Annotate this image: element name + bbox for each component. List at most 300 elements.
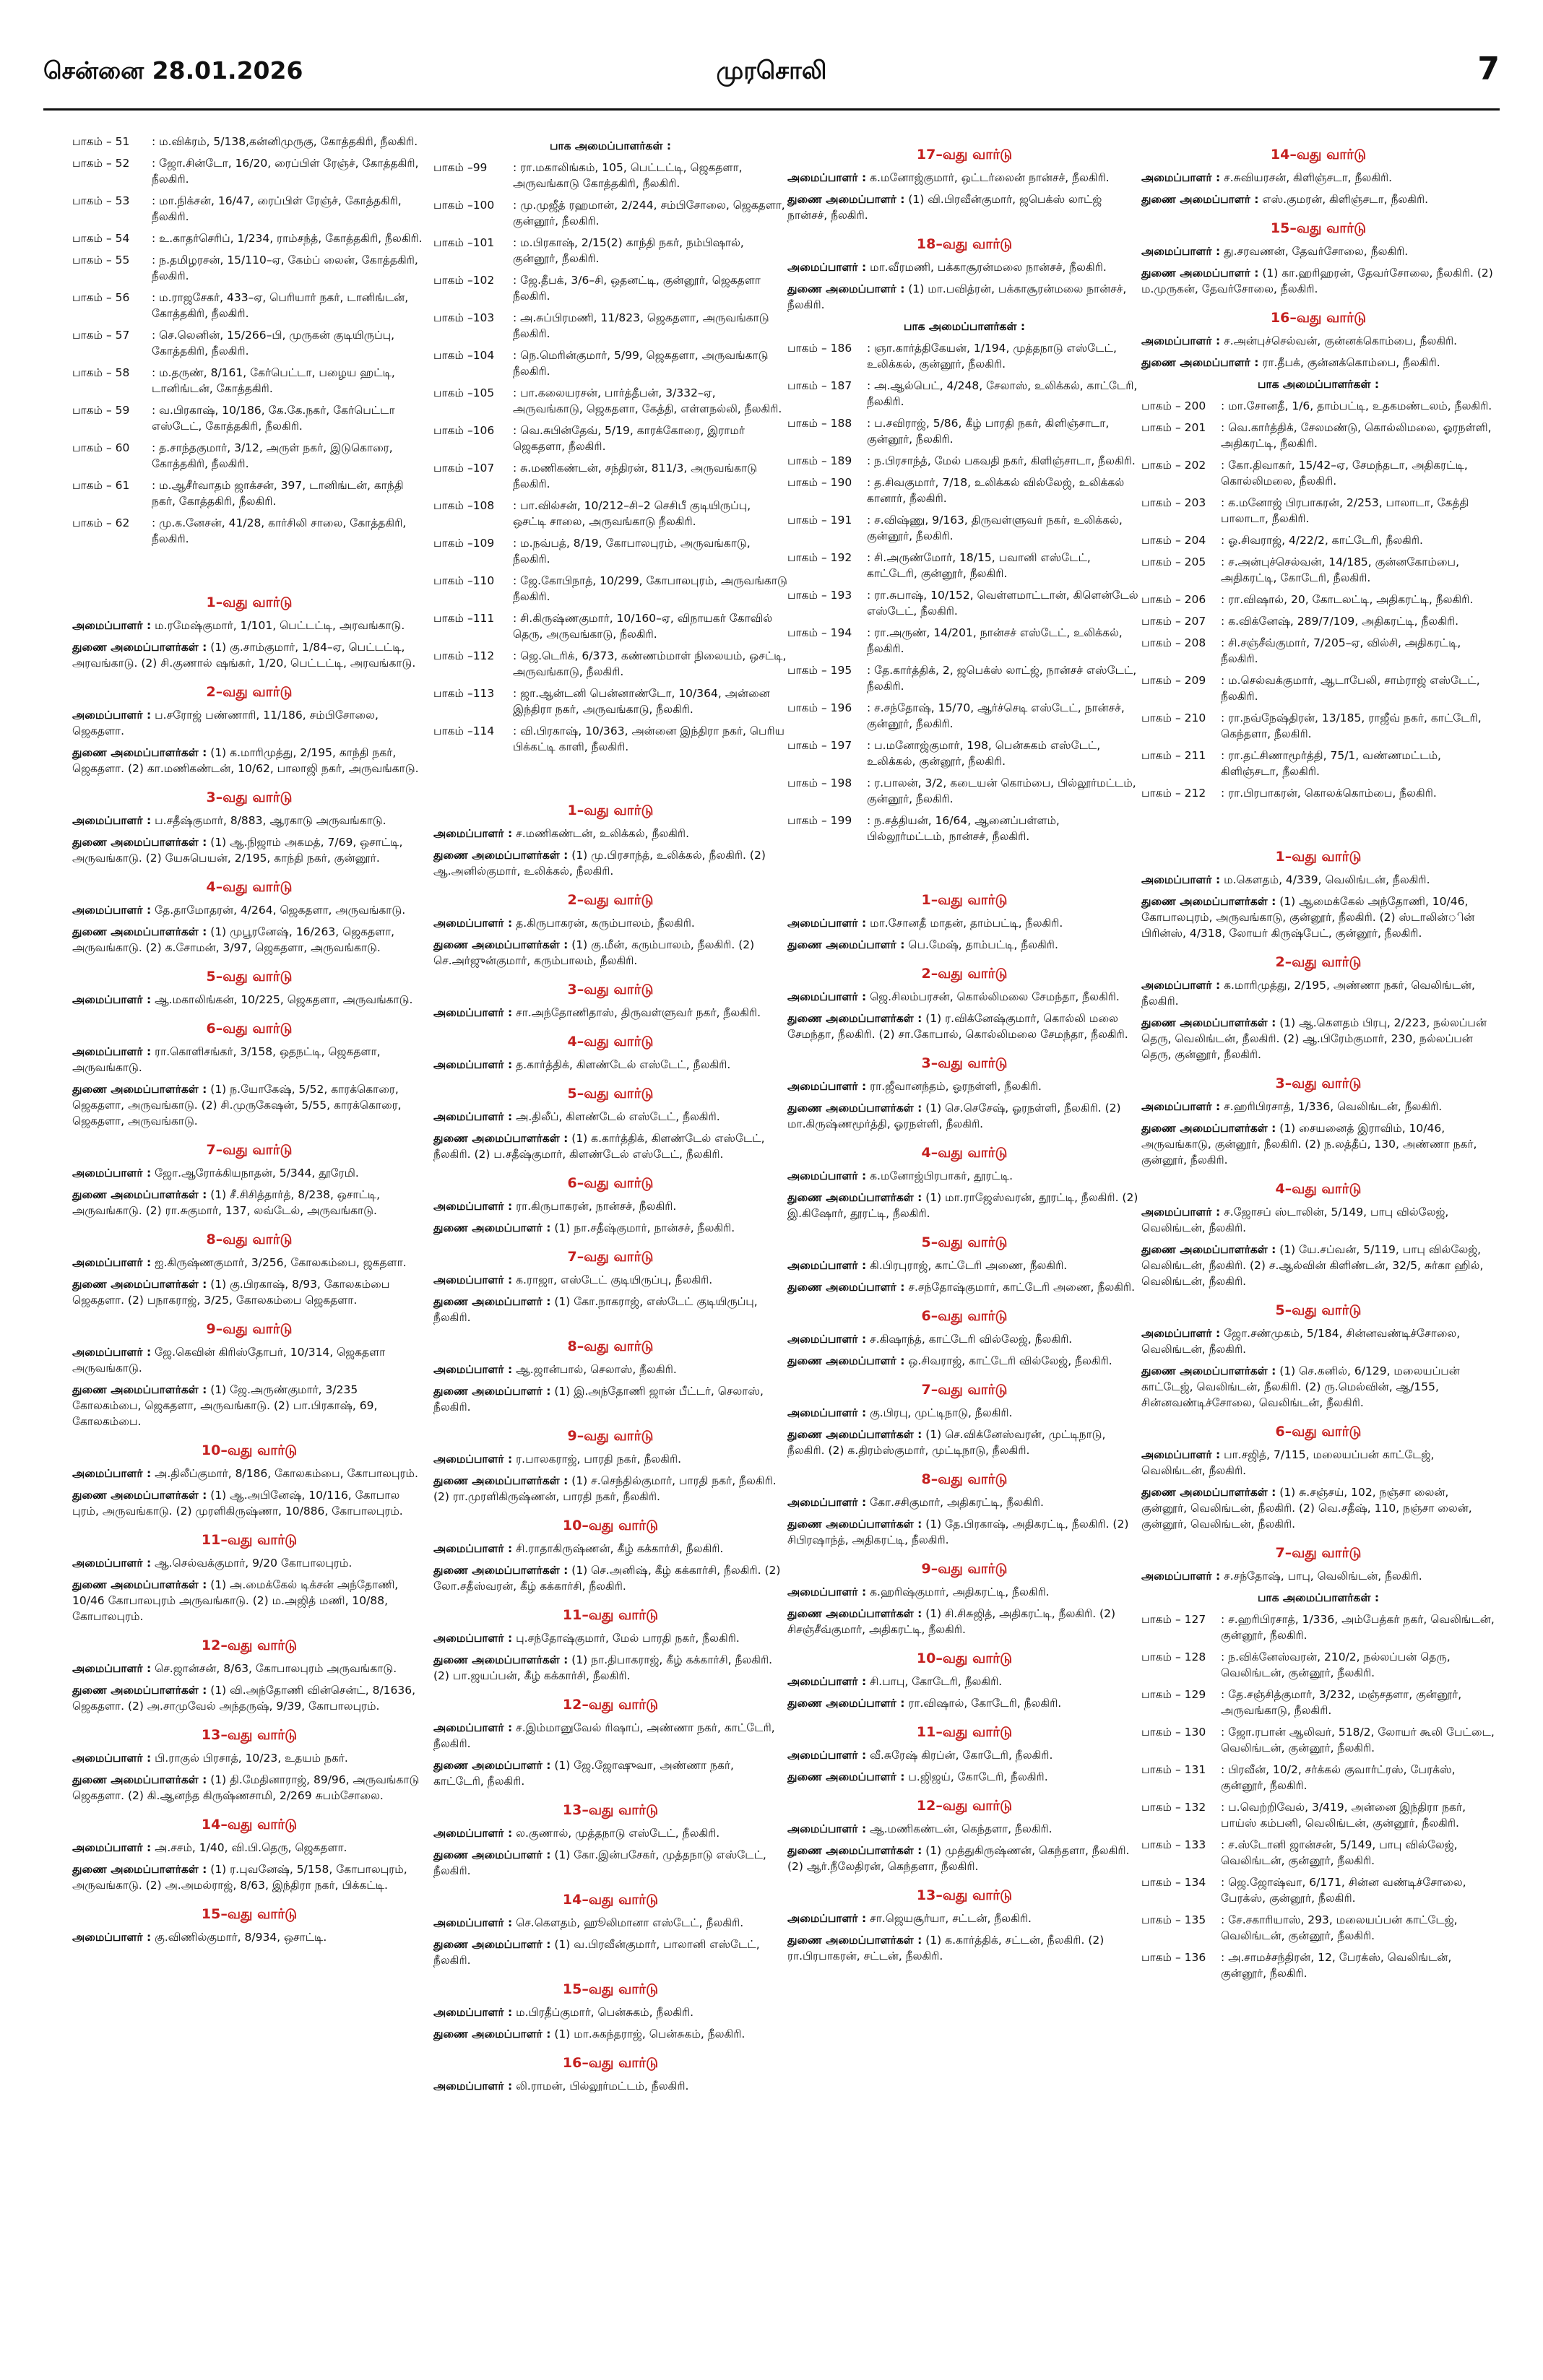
- deputy-label: துணை அமைப்பாளர்கள் :: [72, 1863, 207, 1876]
- booth-row: [433, 685, 787, 717]
- organizer-name: ம.கௌதம், 4/339, வெலிங்டன், நீலகிரி.: [1220, 873, 1430, 886]
- organizer-name: ச.ஹரிபிரசாத், 1/336, வெலிங்டன், நீலகிரி.: [1220, 1100, 1443, 1113]
- booth-detail: : மா.சோனதீ, 1/6, தாம்பட்டி, உதகமண்டலம், நீலகிரி.: [1221, 399, 1492, 412]
- booth-number: பாகம் –111: [433, 612, 495, 625]
- organizer-label: அமைப்பாளர் :: [1141, 1570, 1221, 1583]
- organizer-name: ஆ.மகாலிங்கன், 10/225, ஜெகதளா, அருவங்காடு.: [151, 993, 413, 1006]
- organizer-label: அமைப்பாளர் :: [72, 1841, 152, 1854]
- booth-detail: : ரா.சுபாஷ், 10/152, வெள்ளமாட்டான், கிளென்டேல் எஸ்டேட், நீலகிரி.: [867, 589, 1138, 618]
- organizer-label: அமைப்பாளர் :: [433, 1363, 513, 1376]
- booth-row: [787, 475, 1141, 506]
- deputy-entry: [1141, 265, 1495, 297]
- organizer-entry: [433, 1915, 787, 1931]
- section-gap: [787, 850, 1141, 879]
- booth-number: பாகம் – 58: [72, 366, 130, 379]
- organizer-label: அமைப்பாளர் :: [433, 1632, 513, 1645]
- organizer-entry: [72, 1661, 426, 1676]
- organizer-entry: [787, 1911, 1141, 1926]
- deputy-label: துணை அமைப்பாளர்கள் :: [72, 1578, 207, 1591]
- ward-heading: 17–வது வார்டு: [916, 147, 1013, 163]
- booth-detail: : தே.கார்த்திக், 2, ஜபெக்ஸ் லாட்ஜ், நான்சச் எஸ்டேட், நீலகிரி.: [867, 664, 1137, 693]
- ward-heading: 10–வது வார்டு: [916, 1650, 1013, 1666]
- deputy-label: துணை அமைப்பாளர் :: [787, 1354, 905, 1367]
- organizer-label: அமைப்பாளர் :: [72, 814, 152, 827]
- organizer-name: ப.சரோஜ் பண்ணாரி, 11/186, சம்பிசோலை, ஜெகதளா.: [72, 709, 379, 737]
- booth-detail: : ரா.மகாலிங்கம், 105, பெட்டட்டி, ஜெகதளா, அருவங்காடு கோத்தகிரி, நீலகிரி.: [513, 161, 743, 190]
- booth-detail: : ர.பாலன், 3/2, கடையன் கொம்பை, பில்லூர்மட்டம், குன்னூர், நீலகிரி.: [867, 776, 1136, 805]
- booth-row: [1141, 1837, 1495, 1869]
- booth-row: [787, 587, 1141, 619]
- organizer-name: பா.சஜித், 7/115, மலையப்பன் காட்டேஜ், வெலிங்டன், நீலகிரி.: [1141, 1448, 1435, 1477]
- deputy-entry: [787, 1190, 1141, 1221]
- booth-number: பாகம் – 127: [1141, 1613, 1206, 1626]
- booth-number: பாகம் – 189: [787, 454, 852, 467]
- organizer-label: அமைப்பாளர் :: [787, 1333, 867, 1346]
- booth-number: பாகம் –109: [433, 537, 495, 550]
- booth-detail: : ச.ஹரிபிரசாத், 1/336, அம்பேத்கர் நகர், வெலிங்டன், குன்னூர், நீலகிரி.: [1221, 1613, 1495, 1642]
- organizer-name: ச.அன்புச்செல்வன், குன்னக்கொம்பை, நீலகிரி.: [1220, 334, 1458, 347]
- organizer-label: அமைப்பாளர் :: [72, 1045, 152, 1058]
- deputy-entry: [787, 1279, 1141, 1295]
- organizer-entry: [72, 1255, 426, 1271]
- booth-detail: : வெ.சுபின்தேவ், 5/19, காரக்கோரை, இராமர் ஜெகதளா, நீலகிரி.: [513, 424, 745, 453]
- ward-heading: 16–வது வார்டு: [1270, 310, 1367, 326]
- ward-heading: 5–வது வார்டு: [206, 969, 293, 985]
- booth-number: பாகம் – 60: [72, 441, 130, 454]
- booth-row: [787, 662, 1141, 694]
- booth-row: [787, 378, 1141, 410]
- organizer-entry: [72, 992, 426, 1008]
- booth-row: [787, 512, 1141, 544]
- ward-heading: 15–வது வார்டு: [201, 1906, 298, 1922]
- booth-row: [433, 272, 787, 304]
- organizer-entry: [72, 1165, 426, 1181]
- booth-number: பாகம் – 129: [1141, 1688, 1206, 1701]
- ward-heading: 3–வது வார்டு: [206, 789, 293, 805]
- organizer-name: ஆ.மணிகண்டன், கெந்தளா, நீலகிரி.: [866, 1822, 1053, 1835]
- deputy-label: துணை அமைப்பாளர் :: [787, 1770, 905, 1783]
- organizer-label: அமைப்பாளர் :: [787, 917, 867, 930]
- deputy-names: (1) முத்துகிருஷ்ணன், கெந்தளா, நீலகிரி. (2) ஆர்.நீலேதிரன், கெந்தளா, நீலகிரி.: [787, 1844, 1130, 1873]
- booth-number: பாகம் – 193: [787, 589, 852, 602]
- booth-detail: : சி.கிருஷ்ணகுமார், 10/160–ஏ, விநாயகர் கோவில் தெரு, அருவங்காடு, நீலகிரி.: [513, 612, 773, 641]
- booth-number: பாகம் – 203: [1141, 496, 1206, 509]
- booth-number: பாகம் – 51: [72, 135, 130, 148]
- booth-row: [787, 415, 1141, 447]
- ward-heading: 14–வது வார்டு: [201, 1817, 298, 1832]
- organizer-label: அமைப்பாளர் :: [1141, 245, 1221, 258]
- booth-detail: : பா.கலையரசன், பார்த்தீபன், 3/332–ஏ, அருவங்காடு, ஜெகதளா, கேத்தி, எள்ளநல்லி, நீலகிரி.: [513, 386, 782, 415]
- booth-detail: : ஜா.ஆன்டனி பென்னாண்டோ, 10/364, அன்னை இந்திரா நகர், அருவங்காடு, நீலகிரி.: [513, 687, 770, 716]
- booth-detail: : பா.வில்சன், 10/212–சி–2 செசிபீ குடியிருப்பு, ஒசட்டி சாலை, அருவங்காடு நீலகிரி.: [513, 499, 751, 528]
- booth-detail: : ரா.விஷால், 20, கோடலட்டி, அதிகரட்டி, நீலகிரி.: [1221, 593, 1474, 606]
- organizer-entry: [433, 915, 787, 931]
- organizer-label: அமைப்பாளர் :: [72, 619, 152, 632]
- booth-number: பாகம் – 191: [787, 514, 852, 527]
- ward-heading: 4–வது வார்டு: [567, 1034, 654, 1050]
- ward-heading: 18–வது வார்டு: [916, 236, 1013, 252]
- organizer-label: அமைப்பாளர் :: [787, 1585, 867, 1598]
- booth-row: [787, 625, 1141, 657]
- deputy-names: (1) ஆ.அபினேஷ், 10/116, கோபால புரம், அருவங்காடு. (2) முரளிகிருஷ்ணா, 10/886, கோபாலபுரம்.: [72, 1489, 403, 1518]
- ward-heading: 13–வது வார்டு: [916, 1887, 1013, 1903]
- booth-number: பாகம் –107: [433, 462, 495, 475]
- organizer-label: அமைப்பாளர் :: [433, 2006, 513, 2019]
- deputy-label: துணை அமைப்பாளர்கள் :: [787, 1607, 922, 1620]
- booth-detail: : மு.க.னேசன், 41/28, கார்சிலி சாலை, கோத்தகிரி, நீலகிரி.: [152, 516, 407, 545]
- deputy-names: (1) செ.விக்னேஸ்வரன், முட்டிநாடு, நீலகிரி. (2) க.திரம்ஸ்குமார், முட்டிநாடு, நீலகிரி.: [787, 1428, 1106, 1457]
- organizer-label: அமைப்பாளர் :: [72, 1931, 152, 1944]
- booth-row: [1141, 1762, 1495, 1793]
- booth-number: பாகம் – 188: [787, 417, 852, 430]
- booth-number: பாகம் –106: [433, 424, 495, 437]
- organizer-name: சி.பாபு, கோடேரி, நீலகிரி.: [866, 1675, 1003, 1688]
- deputy-entry: [433, 937, 787, 969]
- organizer-label: அமைப்பாளர் :: [1141, 171, 1221, 184]
- ward-heading: 2–வது வார்டு: [567, 892, 654, 908]
- deputy-label: துணை அமைப்பாளர்கள் :: [1141, 1364, 1276, 1377]
- organizer-name: செ.கௌதம், ஹூலிமானா எஸ்டேட், நீலகிரி.: [512, 1916, 744, 1929]
- deputy-names: (1) சீ.சிசித்தார்த், 8/238, ஒசாட்டி, அருவங்காடு. (2) ரா.சுகுமார், 137, லவ்டேல், அருவங்காடு.: [72, 1188, 381, 1217]
- organizer-label: அமைப்பாளர் :: [787, 261, 867, 274]
- booth-detail: : ரா.அருண், 14/201, நான்சச் எஸ்டேட், உலிக்கல், நீலகிரி.: [867, 626, 1123, 655]
- deputy-label: துணை அமைப்பாளர் :: [787, 193, 905, 206]
- booth-detail: : வெ.கார்த்திக், சேலமண்டு, கொல்லிமலை, ஓரநள்ளி, அதிகரட்டி, நீலகிரி.: [1221, 421, 1492, 450]
- organizer-label: அமைப்பாளர் :: [433, 1273, 513, 1286]
- page-number: 7: [1477, 51, 1500, 87]
- booth-row: [433, 648, 787, 680]
- booth-detail: : ஜே.தீபக், 3/6–சி, ஒதனட்டி, குன்னூர், ஜெகதளா நீலகிரி.: [513, 274, 761, 303]
- organizer-entry: [72, 618, 426, 633]
- deputy-label: துணை அமைப்பாளர் :: [787, 1281, 905, 1294]
- deputy-label: துணை அமைப்பாளர்கள் :: [433, 1653, 569, 1666]
- booth-detail: : தே.சஞ்சித்குமார், 3/232, மஞ்சதளா, குன்னூர், அருவங்காடு, நீலகிரி.: [1221, 1688, 1462, 1717]
- organizer-entry: [1141, 977, 1495, 1009]
- deputy-names: (1) கோ.இன்பசேகர், முத்தநாடு எஸ்டேட், நீலகிரி.: [433, 1848, 766, 1877]
- booth-number: பாகம் – 190: [787, 476, 852, 489]
- ward-heading: 15–வது வார்டு: [562, 1981, 659, 1997]
- booth-number: பாகம் –112: [433, 649, 495, 662]
- deputy-entry: [433, 1757, 787, 1789]
- organizer-entry: [433, 1720, 787, 1752]
- organizer-label: அமைப்பாளர் :: [787, 990, 867, 1003]
- booth-detail: : ஜே.கோபிநாத், 10/299, கோபாலபுரம், அருவங்காடு நீலகிரி.: [513, 574, 787, 603]
- deputy-label: துணை அமைப்பாளர்கள் :: [787, 1518, 922, 1531]
- booth-row: [1141, 785, 1495, 801]
- deputy-entry: [433, 1383, 787, 1415]
- ward-heading: 1–வது வார்டு: [921, 892, 1008, 908]
- ward-heading: 11–வது வார்டு: [201, 1532, 298, 1548]
- deputy-names: (1) வி.அந்தோணி வின்சென்ட், 8/1636, ஜெகதளா. (2) அ.சாமுவேல் அந்தருஷ், 9/39, கோபாலபுரம்.: [72, 1684, 416, 1713]
- booth-number: பாகம் – 136: [1141, 1951, 1206, 1964]
- booth-row: [433, 723, 787, 755]
- deputy-entry: [787, 1353, 1141, 1369]
- column-2: [433, 134, 787, 2100]
- booth-row: [1141, 1724, 1495, 1756]
- booth-detail: : த.சிவகுமார், 7/18, உலிக்கல் வில்லேஜ், உலிக்கல் கானார், நீலகிரி.: [867, 476, 1125, 505]
- deputy-entry: [72, 1187, 426, 1219]
- deputy-label: துணை அமைப்பாளர்கள் :: [1141, 1243, 1276, 1256]
- organizer-entry: [1141, 1325, 1495, 1357]
- deputy-entry: [787, 281, 1141, 313]
- organizer-label: அமைப்பாளர் :: [72, 1662, 152, 1675]
- organizer-label: அமைப்பாளர் :: [787, 1406, 867, 1419]
- ward-heading: 6–வது வார்டு: [1275, 1424, 1362, 1440]
- deputy-entry: [72, 745, 426, 776]
- organizer-label: அமைப்பாளர் :: [787, 1169, 867, 1182]
- organizer-entry: [787, 1494, 1141, 1510]
- booth-number: பாகம் – 206: [1141, 593, 1206, 606]
- ward-heading: 7–வது வார்டு: [1275, 1545, 1362, 1561]
- deputy-label: துணை அமைப்பாளர் :: [1141, 193, 1259, 206]
- booth-number: பாகம் – 56: [72, 291, 130, 304]
- deputy-names: (1) மா.சுகந்தராஜ், பென்சுகம், நீலகிரி.: [550, 2028, 745, 2041]
- deputy-entry: [1141, 1242, 1495, 1289]
- booth-row: [433, 460, 787, 492]
- deputy-names: (1) ர.புவனேஷ், 5/158, கோபாலபுரம், அருவங்காடு. (2) அ.அமல்ராஜ், 8/63, இந்திரா நகர், பிக்கட்டி.: [72, 1863, 407, 1892]
- organizer-label: அமைப்பாளர் :: [72, 1167, 152, 1180]
- deputy-names: (1) மா.பவித்ரன், பக்காசூரன்மலை நான்சச், நீலகிரி.: [787, 282, 1127, 311]
- booth-row: [72, 327, 426, 359]
- organizer-entry: [1141, 1099, 1495, 1115]
- organizer-name: பு.சந்தோஷ்குமார், மேல் பாரதி நகர், நீலகிரி.: [512, 1632, 740, 1645]
- deputy-names: (1) சையனைத் இராவிம், 10/46, அருவங்காடு, குன்னூர், நீலகிரி. (2) ந.லத்தீப், 130, அண்ணா நகர், குன்னூர், நீலகிரி.: [1141, 1122, 1477, 1167]
- deputy-entry: [72, 1081, 426, 1129]
- ward-heading: 14–வது வார்டு: [1270, 147, 1367, 163]
- ward-heading: 1–வது வார்டு: [1275, 849, 1362, 865]
- booth-number: பாகம் –110: [433, 574, 495, 587]
- ward-heading: 2–வது வார்டு: [1275, 954, 1362, 970]
- organizer-entry: [1141, 1447, 1495, 1479]
- booth-number: பாகம் – 202: [1141, 459, 1206, 472]
- deputy-entry: [1141, 1120, 1495, 1168]
- booth-row: [72, 290, 426, 321]
- ward-heading: 5–வது வார்டு: [921, 1234, 1008, 1250]
- deputy-names: (1) முபூரனேஷ், 16/263, ஜெகதளா, அருவங்காடு. (2) க.சோமன், 3/97, ஜெகதளா, அருவங்காடு.: [72, 925, 395, 954]
- organizer-name: மா.சோனதீ மாதன், தாம்பட்டி, நீலகிரி.: [866, 917, 1063, 930]
- organizer-entry: [72, 1555, 426, 1571]
- deputy-entry: [787, 1100, 1141, 1132]
- booth-row: [1141, 748, 1495, 779]
- deputy-label: துணை அமைப்பாளர்கள் :: [787, 1012, 922, 1025]
- organizer-name: சா.அந்தோணிதாஸ், திருவள்ளுவர் நகர், நீலகிரி.: [512, 1006, 761, 1019]
- booth-number: பாகம் –100: [433, 199, 495, 212]
- organizer-entry: [72, 707, 426, 739]
- deputy-label: துணை அமைப்பாளர் :: [433, 1938, 551, 1951]
- organizer-entry: [787, 915, 1141, 931]
- deputy-entry: [787, 1932, 1141, 1964]
- booth-row: [72, 193, 426, 225]
- booth-number: பாகம் – 196: [787, 701, 852, 714]
- booth-row: [1141, 1799, 1495, 1831]
- organizer-entry: [433, 1057, 787, 1073]
- organizer-name: ல.குணால், முத்தநாடு எஸ்டேட், நீலகிரி.: [512, 1827, 720, 1840]
- organizer-name: ச.மணிகண்டன், உலிக்கல், நீலகிரி.: [512, 827, 690, 840]
- booth-detail: : செ.லெனின், 15/266–பி, முருகன் குடியிருப்பு, கோத்தகிரி, நீலகிரி.: [152, 329, 395, 358]
- column-4: [1141, 134, 1495, 1987]
- deputy-entry: [787, 1695, 1141, 1711]
- deputy-label: துணை அமைப்பாளர்கள் :: [787, 1844, 922, 1857]
- booth-number: பாகம் –103: [433, 311, 495, 324]
- organizer-entry: [433, 1362, 787, 1377]
- booth-detail: : ச.அன்புச்செல்வன், 14/185, குன்னகோம்பை, அதிகரட்டி, கோடேரி, நீலகிரி.: [1221, 555, 1460, 584]
- booth-row: [72, 365, 426, 397]
- booth-number: பாகம் – 62: [72, 516, 130, 529]
- organizer-entry: [433, 1541, 787, 1557]
- deputy-label: துணை அமைப்பாளர்கள் :: [433, 1474, 569, 1487]
- booth-number: பாகம் – 54: [72, 232, 130, 245]
- booth-detail: : த.சாந்தகுமார், 3/12, அருள் நகர், இடுகொரை, கோத்தகிரி, நீலகிரி.: [152, 441, 393, 470]
- booth-detail: : ச.சந்தோஷ், 15/70, ஆர்ச்செடி எஸ்டேட், நான்சச், குன்னூர், நீலகிரி.: [867, 701, 1125, 730]
- deputy-names: (1) கு.மீன், கரும்பாலம், நீலகிரி. (2) செ.அர்ஜுன்குமார், கரும்பாலம், நீலகிரி.: [433, 938, 755, 967]
- booth-detail: : சி.சஞ்சீவ்குமார், 7/205–ஏ, வில்சி, அதிகரட்டி, நீலகிரி.: [1221, 636, 1461, 665]
- organizer-label: அமைப்பாளர் :: [433, 1006, 513, 1019]
- organizer-label: அமைப்பாளர் :: [433, 2080, 513, 2093]
- deputy-entry: [72, 1487, 426, 1519]
- booth-row: [1141, 635, 1495, 667]
- deputy-names: (1) வ.பிரவீன்குமார், பாலானி எஸ்டேட், நீலகிரி.: [433, 1938, 760, 1967]
- booth-organizers-heading: பாக அமைப்பாளர்கள் :: [903, 320, 1026, 333]
- organizer-name: ச.சுவியரசன், கிளிஞ்சடா, நீலகிரி.: [1220, 171, 1393, 184]
- deputy-names: (1) செ.செசேஷ், ஓரநள்ளி, நீலகிரி. (2) மா.கிருஷ்ணமூர்த்தி, ஓரநள்ளி, நீலகிரி.: [787, 1102, 1121, 1130]
- booth-detail: : ந.தமிழரசன், 15/110–ஏ, கேம்ப் லைன், கோத்தகிரி, நீலகிரி.: [152, 254, 418, 282]
- organizer-entry: [787, 170, 1141, 186]
- ward-heading: 5–வது வார்டு: [1275, 1302, 1362, 1318]
- booth-detail: : ம.செல்வக்குமார், ஆடாபேலி, சாம்ராஜ் எஸ்டேட், நீலகிரி.: [1221, 674, 1480, 703]
- deputy-names: (1) ச.செந்தில்குமார், பாரதி நகர், நீலகிரி. (2) ரா.முரளிகிருஷ்ணன், பாரதி நகர், நீலகிரி.: [433, 1474, 777, 1503]
- organizer-name: ம.பிரதீப்குமார், பென்சுகம், நீலகிரி.: [512, 2006, 694, 2019]
- booth-detail: : அ.சுப்பிரமணி, 11/823, ஜெகதளா, அருவங்காடு நீலகிரி.: [513, 311, 769, 340]
- organizer-entry: [787, 1405, 1141, 1421]
- deputy-label: துணை அமைப்பாளர் :: [1141, 356, 1259, 369]
- booth-row: [72, 440, 426, 472]
- deputy-label: துணை அமைப்பாளர்கள் :: [433, 1132, 569, 1145]
- organizer-label: அமைப்பாளர் :: [787, 171, 867, 184]
- header-rule: [43, 108, 1500, 111]
- deputy-names: (1) ஆமைக்கேல் அந்தோணி, 10/46, கோபாலபுரம், அருவங்காடு, குன்னூர், நீலகிரி. (2) ஸ்டாலின்ின் பிரின்ஸ், 4/318, லோயர் கிருஷ்பேட், குன்னூர், நீலகிரி.: [1141, 895, 1475, 940]
- organizer-name: வீ.சுரேஷ் கிரப்ன், கோடேரி, நீலகிரி.: [866, 1749, 1053, 1762]
- booth-row: [787, 700, 1141, 732]
- booth-detail: : ம.நவ்பத், 8/19, கோபாலபுரம், அருவங்காடு, நீலகிரி.: [513, 537, 751, 566]
- booth-row: [433, 197, 787, 229]
- organizer-label: அமைப்பாளர் :: [433, 917, 513, 930]
- organizer-name: ஜோ.சண்முகம், 5/184, சின்னவண்டிச்சோலை, வெலிங்டன், நீலகிரி.: [1141, 1327, 1461, 1356]
- booth-detail: : மு.முஜீத் ரஹமான், 2/244, சம்பிசோலை, ஜெகதளா, குன்னூர், நீலகிரி.: [513, 199, 785, 228]
- booth-number: பாகம் – 205: [1141, 555, 1206, 568]
- booth-detail: : ரா.நவ்நேஷ்திரன், 13/185, ராஜீவ் நகர், காட்டேரி, கெந்தளா, நீலகிரி.: [1221, 711, 1482, 740]
- deputy-label: துணை அமைப்பாளர்கள் :: [433, 849, 569, 862]
- booth-detail: : மா.நிக்சன், 16/47, ரைப்பிள் ரேஞ்ச், கோத்தகிரி, நீலகிரி.: [152, 194, 402, 223]
- deputy-names: (1) வி.பிரவீன்குமார், ஜபெக்ஸ் லாட்ஜ் நான்சச், நீலகிரி.: [787, 193, 1102, 222]
- organizer-label: அமைப்பாளர் :: [1141, 1327, 1221, 1340]
- booth-row: [433, 310, 787, 342]
- booth-row: [72, 134, 426, 150]
- deputy-entry: [72, 1772, 426, 1804]
- booth-number: பாகம் – 52: [72, 157, 130, 170]
- deputy-entry: [1141, 1363, 1495, 1411]
- organizer-entry: [72, 1750, 426, 1766]
- booth-row: [433, 423, 787, 454]
- booth-number: பாகம் – 135: [1141, 1913, 1206, 1926]
- booth-detail: : அ.ஆல்பெட், 4/248, சேலாஸ், உலிக்கல், காட்டேரி, நீலகிரி.: [867, 379, 1138, 408]
- deputy-label: துணை அமைப்பாளர் :: [433, 1385, 551, 1398]
- deputy-label: துணை அமைப்பாளர்கள் :: [1141, 1016, 1276, 1029]
- organizer-label: அமைப்பாளர் :: [1141, 1448, 1221, 1461]
- booth-detail: : ம.விக்ரம், 5/138,கன்னிமுருகு, கோத்தகிரி, நீலகிரி.: [152, 135, 418, 148]
- deputy-label: துணை அமைப்பாளர்கள் :: [72, 925, 207, 938]
- booth-detail: : பிரவீன், 10/2, சர்க்கல் குவார்ட்ரஸ், பேரக்ஸ், குன்னூர், நீலகிரி.: [1221, 1763, 1456, 1792]
- organizer-label: அமைப்பாளர் :: [433, 1058, 513, 1071]
- organizer-entry: [433, 1451, 787, 1467]
- ward-heading: 14–வது வார்டு: [562, 1892, 659, 1908]
- organizer-name: ம.ரமேஷ்குமார், 1/101, பெட்டட்டி, அரவங்காடு.: [151, 619, 405, 632]
- booth-detail: : ப.வெற்றிவேல், 3/419, அன்னை இந்திரா நகர், பாய்ஸ் கம்பனி, வெலிங்டன், குன்னூர், நீலகிரி.: [1221, 1801, 1466, 1830]
- organizer-name: லி.ராமன், பில்லூர்மட்டம், நீலகிரி.: [512, 2080, 689, 2093]
- organizer-name: அ.திலீப், கிளண்டேல் எஸ்டேட், நீலகிரி.: [512, 1110, 720, 1123]
- booth-number: பாகம் – 55: [72, 254, 130, 267]
- booth-detail: : நெ.மெரின்குமார், 5/99, ஜெகதளா, அருவங்காடு நீலகிரி.: [513, 349, 769, 378]
- deputy-label: துணை அமைப்பாளர் :: [787, 1697, 905, 1710]
- organizer-name: பி.ராகுல் பிரசாத், 10/23, உதயம் நகர்.: [151, 1752, 348, 1765]
- organizer-label: அமைப்பாளர் :: [433, 1110, 513, 1123]
- booth-row: [1141, 710, 1495, 742]
- organizer-name: க.மனோஜ்குமார், ஒட்டர்லைன் நான்சச், நீலகிரி.: [866, 171, 1110, 184]
- organizer-name: ரா.கிருபாகரன், நான்சச், நீலகிரி.: [512, 1200, 677, 1213]
- booth-row: [787, 550, 1141, 581]
- booth-detail: : ந.விக்னேஸ்வரன், 210/2, நல்லப்பன் தெரு, வெலிங்டன், குன்னூர், நீலகிரி.: [1221, 1650, 1451, 1679]
- booth-number: பாகம் – 199: [787, 814, 852, 827]
- organizer-entry: [787, 1747, 1141, 1763]
- booth-number: பாகம் – 210: [1141, 711, 1206, 724]
- booth-row: [1141, 1950, 1495, 1981]
- organizer-entry: [433, 826, 787, 841]
- section-gap: [433, 761, 787, 789]
- booth-number: பாகம் – 194: [787, 626, 852, 639]
- organizer-label: அமைப்பாளர் :: [72, 1346, 152, 1359]
- booth-row: [1141, 1611, 1495, 1643]
- deputy-names: (1) ஆ.நிஜாம் அகமத், 7/69, ஒசாட்டி, அருவங்காடு. (2) யேசுபெயன், 2/195, காந்தி நகர், குன்னூர்.: [72, 836, 403, 865]
- deputy-entry: [72, 1276, 426, 1308]
- deputy-entry: [787, 1011, 1141, 1042]
- organizer-name: அ.திலீப்குமார், 8/186, கோலகம்பை, கோபாலபுரம்.: [151, 1467, 418, 1480]
- deputy-names: (1) க.கார்த்திக், கிளண்டேல் எஸ்டேட், நீலகிரி. (2) ப.சதீஷ்குமார், கிளண்டேல் எஸ்டேட், நீலகிரி.: [433, 1132, 765, 1161]
- booth-row: [433, 610, 787, 642]
- booth-number: பாகம் – 204: [1141, 534, 1206, 547]
- organizer-name: அ.சசம், 1/40, வி.பி.தெரு, ஜெகதளா.: [151, 1841, 347, 1854]
- ward-heading: 13–வது வார்டு: [201, 1727, 298, 1743]
- organizer-name: த.கிருபாகரன், கரும்பாலம், நீலகிரி.: [512, 917, 695, 930]
- organizer-entry: [1141, 1204, 1495, 1236]
- booth-row: [72, 155, 426, 187]
- booth-detail: : ரா.தட்சிணாமூர்த்தி, 75/1, வண்ணமட்டம், கிளிஞ்சடா, நீலகிரி.: [1221, 749, 1441, 778]
- deputy-names: (1) மா.ராஜேஸ்வரன், தூரட்டி, நீலகிரி. (2) இ.கிஷோர், தூரட்டி, நீலகிரி.: [787, 1191, 1138, 1220]
- organizer-entry: [787, 1168, 1141, 1184]
- booth-detail: : ம.ஆசீர்வாதம் ஜாக்சன், 397, டானிங்டன், காந்தி நகர், கோத்தகிரி, நீலகிரி.: [152, 479, 404, 508]
- organizer-name: க.ராஜா, எஸ்டேட் குடியிருப்பு, நீலகிரி.: [512, 1273, 713, 1286]
- booth-row: [72, 477, 426, 509]
- deputy-names: ரா.தீபக், குன்னக்கொம்பை, நீலகிரி.: [1258, 356, 1440, 369]
- deputy-names: (1) நா.சதீஷ்குமார், நான்சச், நீலகிரி.: [550, 1221, 735, 1234]
- booth-number: பாகம் – 130: [1141, 1726, 1206, 1739]
- deputy-names: (1) ஜே.ஜோஷுவா, அண்ணா நகர், காட்டேரி, நீலகிரி.: [433, 1759, 734, 1788]
- booth-row: [433, 573, 787, 605]
- deputy-names: (1) மு.பிரசாந்த், உலிக்கல், நீலகிரி. (2) ஆ.அனில்குமார், உலிக்கல், நீலகிரி.: [433, 849, 766, 878]
- organizer-label: அமைப்பாளர் :: [1141, 1206, 1221, 1219]
- organizer-label: அமைப்பாளர் :: [72, 1752, 152, 1765]
- deputy-label: துணை அமைப்பாளர்கள் :: [72, 1188, 207, 1201]
- organizer-entry: [433, 1198, 787, 1214]
- booth-row: [1141, 1649, 1495, 1681]
